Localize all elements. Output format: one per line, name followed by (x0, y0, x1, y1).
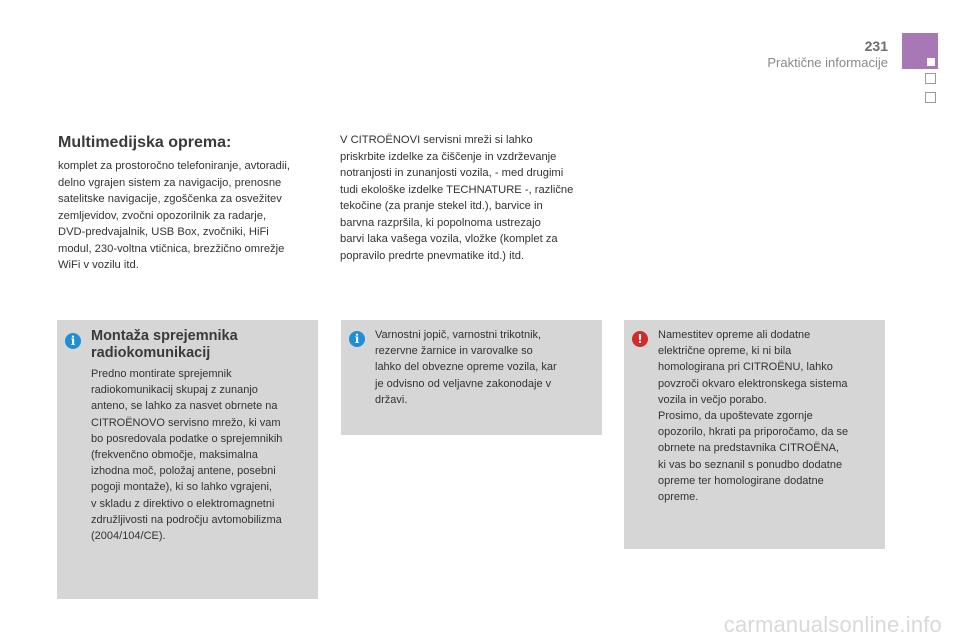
radio-box-title: Montaža sprejemnika radiokomunikacij (91, 328, 238, 361)
multimedia-paragraph: komplet za prostoročno telefoniranje, avtoradii, delno vgrajen sistem za navigacijo, prenosne satelitske navigacije, zgoščenka za osvežitev zemljevidov, zvočni opozorilnik za radarje, DVD-predvajalnik, USB Box, zvočniki, HiFi modul, 230-voltna vtičnica, brezžično omrežje WiFi v vozilu itd. (58, 160, 290, 271)
warning-box (624, 320, 885, 549)
watermark: carmanualsonline.info (723, 612, 942, 637)
multimedia-heading: Multimedijska oprema: (58, 134, 232, 151)
safety-equipment-box (341, 320, 602, 435)
chapter-tab-active[interactable] (902, 33, 938, 69)
info-icon: i (349, 331, 365, 347)
radio-equipment-box (57, 320, 318, 599)
page-number: 231 (864, 38, 888, 54)
radio-box-text: Predno montirate sprejemnik radiokomunikacij skupaj z zunanjo anteno, se lahko za nasvet obrnete na CITROËNOVO servisno mrežo, ki vam bo posredovala podatke o sprejemnikih (frekvenčno območje, maksimalna izhodna moč, položaj antene, posebni pogoji montaže), ki so lahko vgrajeni, v skladu z direktivo o elektromagnetni združljivosti na področju avtomobilizma (2004/104/CE). (91, 368, 283, 543)
safety-box-text: Varnostni jopič, varnostni trikotnik, rezervne žarnice in varovalke so lahko del obvezne opreme vozila, kar je odvisno od veljavne zakonodaje v državi. (375, 329, 557, 406)
warning-icon: ! (632, 331, 648, 347)
section-title: Praktične informacije (767, 55, 888, 70)
chapter-tab[interactable] (925, 73, 936, 84)
info-icon: i (65, 333, 81, 349)
chapter-tab[interactable] (925, 92, 936, 103)
citroen-network-paragraph: V CITROËNOVI servisni mreži si lahko priskrbite izdelke za čiščenje in vzdrževanje notranjosti in zunanjosti vozila, - med drugimi tudi ekološke izdelke TECHNATURE -, različne tekočine (za pranje stekel itd.), barvice in barvna razpršila, ki popolnoma ustrezajo barvi laka vašega vozila, vložke (komplet za popravilo predrte pnevmatike itd.) itd. (340, 134, 574, 262)
warning-box-text: Namestitev opreme ali dodatne električne opreme, ki ni bila homologirana pri CITROËNU, lahko povzroči okvaro elektronskega sistema vozila in večjo porabo. Prosimo, da upoštevate zgornje opozorilo, hkrati pa priporočamo, da se obrnete na predstavnika CITROËNA, ki vas bo seznanil s ponudbo dodatne opreme ter homologirane dodatne opreme. (658, 329, 849, 504)
